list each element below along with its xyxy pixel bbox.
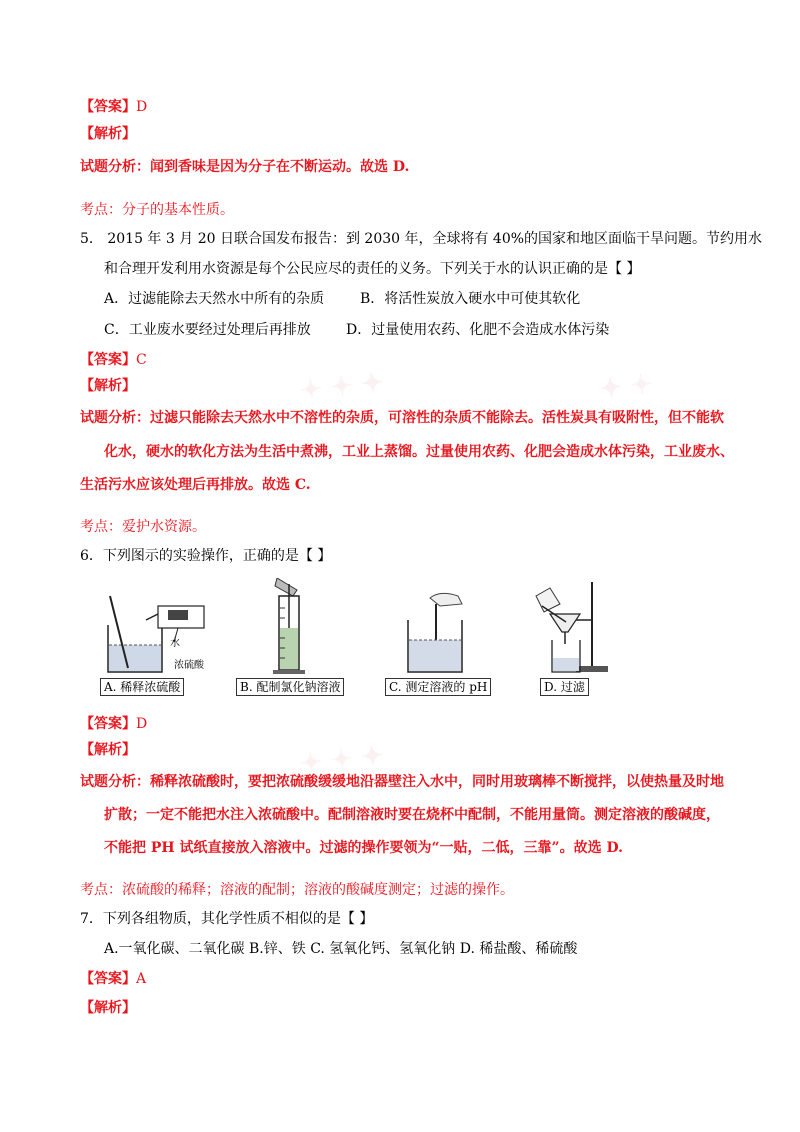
figure-d bbox=[530, 578, 610, 678]
q4-analysis-text: 试题分析：闻到香味是因为分子在不断运动。故选 D. bbox=[80, 159, 410, 175]
q7-options: A.一氧化碳、二氧化碳 B.锌、铁 C. 氢氧化钙、氢氧化钠 D. 稀盐酸、稀硫酸 bbox=[104, 941, 578, 957]
ph-test-icon bbox=[400, 590, 480, 678]
q5-stem-line2: 和合理开发利用水资源是每个公民应尽的责任的义务。下列关于水的认识正确的是【 】 bbox=[104, 261, 641, 277]
q5-answer bbox=[80, 350, 147, 370]
q5-option-c: C．工业废水要经过处理后再排放 bbox=[104, 322, 311, 338]
q5-option-d: D．过量使用农药、化肥不会造成水体污染 bbox=[346, 322, 610, 338]
q5-option-a: A．过滤能除去天然水中所有的杂质 bbox=[104, 291, 325, 307]
answer-value: D bbox=[136, 716, 148, 732]
q6-stem: 6．下列图示的实验操作，正确的是【 】 bbox=[80, 548, 332, 564]
figure-c bbox=[400, 590, 480, 680]
acid-label: 浓硫酸 bbox=[174, 660, 204, 671]
answer-value: A bbox=[136, 971, 147, 987]
answer-label: 【答案】 bbox=[80, 352, 136, 368]
answer-label: 【答案】 bbox=[80, 99, 136, 115]
caption-d: D. 过滤 bbox=[540, 678, 589, 696]
watermark: ✦ ✦ bbox=[598, 369, 655, 405]
q5-analysis-line3: 生活污水应该处理后再排放。故选 C. bbox=[80, 477, 311, 493]
q7-analysis-label: 【解析】 bbox=[80, 1000, 136, 1016]
q5-stem-line1: 5． 2015 年 3 月 20 日联合国发布报告：到 2030 年，全球将有 40%的国家和地区面临干旱问题。节约用水 bbox=[80, 231, 763, 247]
q6-analysis-line3: 不能把 PH 试纸直接放入溶液中。过滤的操作要领为“一贴，二低，三靠”。故选 D. bbox=[104, 840, 623, 856]
filtration-setup-icon bbox=[530, 578, 610, 676]
caption-c: C. 测定溶液的 pH bbox=[385, 678, 491, 696]
q6-analysis-label: 【解析】 bbox=[80, 742, 136, 758]
q6-analysis-line1: 试题分析：稀释浓硫酸时，要把浓硫酸缓缓地沿器壁注入水中，同时用玻璃棒不断搅拌，以使热量及时地 bbox=[80, 774, 724, 790]
figure-b bbox=[265, 578, 315, 678]
answer-label: 【答案】 bbox=[80, 716, 136, 732]
q4-analysis-label: 【解析】 bbox=[80, 126, 136, 142]
q7-answer bbox=[80, 969, 146, 989]
q4-answer bbox=[80, 97, 147, 117]
q5-analysis-label: 【解析】 bbox=[80, 378, 136, 394]
q5-option-b: B．将活性炭放入硬水中可使其软化 bbox=[360, 291, 581, 307]
q4-kaodian: 考点：分子的基本性质。 bbox=[80, 202, 234, 218]
answer-label: 【答案】 bbox=[80, 971, 136, 987]
answer-value: D bbox=[136, 99, 148, 115]
watermark: ✦ ✦ ✦ bbox=[298, 740, 385, 780]
q7-stem: 7．下列各组物质，其化学性质不相似的是【 】 bbox=[80, 911, 374, 927]
q6-answer bbox=[80, 714, 147, 734]
graduated-cylinder-icon bbox=[265, 578, 315, 676]
q5-analysis-line2: 化水，硬水的软化方法为生活中煮沸，工业上蒸馏。过量使用农药、化肥会造成水体污染，工业废水、 bbox=[104, 444, 734, 460]
q6-analysis-line2: 扩散；一定不能把水注入浓硫酸中。配制溶液时要在烧杯中配制，不能用量筒。测定溶液的酸碱度， bbox=[104, 807, 720, 823]
answer-value: C bbox=[136, 352, 147, 368]
water-label: 水 bbox=[170, 638, 180, 649]
caption-b: B. 配制氯化钠溶液 bbox=[236, 678, 344, 696]
q5-analysis-line1: 试题分析：过滤只能除去天然水中不溶性的杂质，可溶性的杂质不能除去。活性炭具有吸附性，但不能软 bbox=[80, 410, 724, 426]
watermark: ✦ ✦ ✦ bbox=[298, 367, 385, 407]
caption-a: A. 稀释浓硫酸 bbox=[100, 678, 184, 696]
q6-kaodian: 考点：浓硫酸的稀释；溶液的配制；溶液的酸碱度测定；过滤的操作。 bbox=[80, 882, 514, 898]
q5-kaodian: 考点：爱护水资源。 bbox=[80, 519, 206, 535]
